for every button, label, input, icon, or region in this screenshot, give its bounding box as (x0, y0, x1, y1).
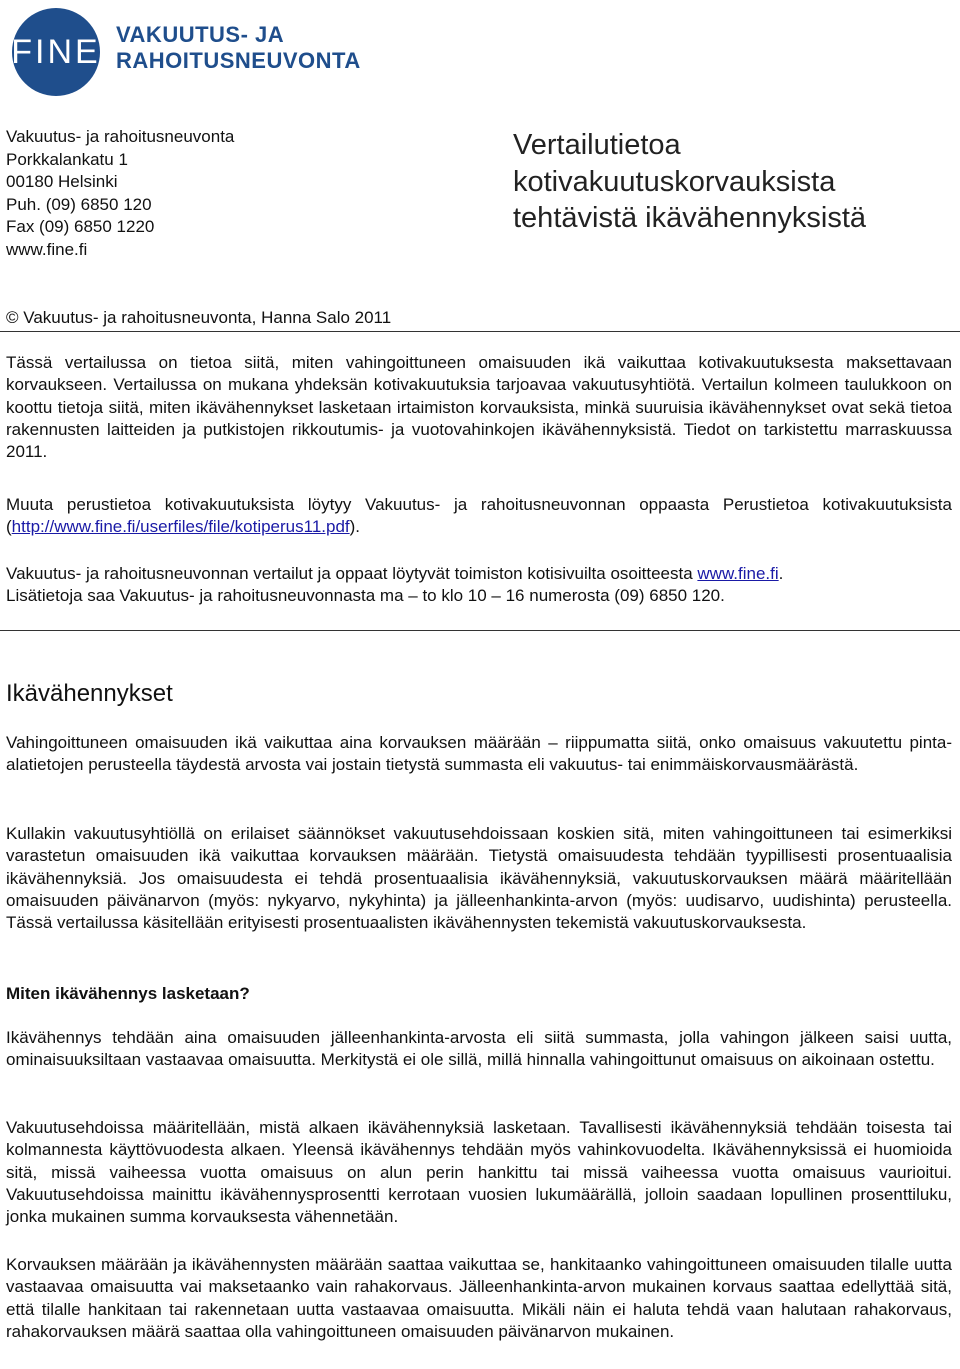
fine-logo (11, 8, 361, 98)
intro-p2-end: ). (349, 517, 361, 537)
address-org: Vakuutus- ja rahoitusneuvonta (6, 127, 235, 146)
intro-p3-text: Vakuutus- ja rahoitusneuvonnan vertailut ja oppaat löytyvät toimiston kotisivuilta osoitteesta (6, 564, 698, 583)
address-web: www.fine.fi (6, 239, 88, 259)
contact-address (6, 126, 234, 261)
address-city: 00180 Helsinki (6, 172, 118, 191)
intro-paragraph-3 (6, 563, 952, 608)
fine-logo-mark: FINE (12, 8, 100, 96)
subsection-heading: Miten ikävähennys lasketaan? (6, 984, 250, 1003)
divider-top (0, 331, 960, 332)
document-title (513, 127, 866, 237)
address-street: Porkkalankatu 1 (6, 149, 128, 169)
section-paragraph-5: Korvauksen määrään ja ikävähennysten määrään saattaa vaikuttaa se, hankitaanko vahingoittuneen omaisuuden tilalle uutta vastaavaa omaisuutta vai maksetaanko vain rahakorvaus. Jälleenhankinta-arvon mukainen korvaus saattaa edellyttää sitä, että tilalle hankitaan tai rakennetaan uutta vastaavaa omaisuutta. Mikäli näin ei haluta tehdä vaan halutaan rahakorvaus, rahakorvauksen määrä saattaa olla vahingoittuneen omaisuuden päivänarvon mukainen. (6, 1255, 952, 1341)
section-paragraph-1: Vahingoittuneen omaisuuden ikä vaikuttaa aina korvauksen määrään – riippumatta siitä, onko omaisuus vakuutettu pinta-alatietojen perusteella täydestä arvosta vai jostain tietystä summasta eli vakuutus- tai enimmäiskorvausmäärästä. (6, 733, 952, 775)
title-line-2: kotivakuutuskorvauksista (513, 165, 836, 198)
section-paragraph-3: Ikävähennys tehdään aina omaisuuden jälleenhankinta-arvosta eli siitä summasta, jolla vahingon jälkeen saisi uutta, ominaisuuksiltaan vastaavaa omaisuutta. Merkitystä ei ole sillä, millä hinnalla vahingoittunut omaisuus on aikoinaan ostettu. (6, 1028, 952, 1070)
logo-line-1: VAKUUTUS- JA (116, 22, 285, 47)
title-line-3: tehtävistä ikävähennyksistä (513, 202, 867, 234)
fine-logo-wordmark (116, 22, 361, 74)
address-phone: Puh. (09) 6850 120 (6, 194, 152, 214)
intro-p3-contact: Lisätietoja saa Vakuutus- ja rahoitusneuvonnasta ma – to klo 10 – 16 numerosta (09) 6850 120. (6, 586, 725, 606)
intro-p3-end: . (778, 564, 784, 583)
section-paragraph-4: Vakuutusehdoissa määritellään, mistä alkaen ikävähennyksiä lasketaan. Tavallisesti ikävähennyksiä tehdään toisesta tai kolmannesta käyttövuodesta alkaen. Yleensä ikävähennys tehdään myös vahinkovuodelta. Ikävähennyksissä ei huomioida sitä, missä vaiheessa vuotta omaisuus on alun perin hankittu tai missä vaiheessa vuotta omaisuus vaurioitui. Vakuutusehdoissa mainittu ikävähennysprosentti kerrotaan vuosien lukumäärällä, jolloin saadaan lopullinen prosenttiluku, jonka mukainen summa korvauksesta vähennetään. (6, 1118, 952, 1227)
intro-paragraph-2 (6, 494, 952, 539)
fine-website-link[interactable]: www.fine.fi (697, 564, 779, 583)
intro-paragraph-1: Tässä vertailussa on tietoa siitä, miten vahingoittuneen omaisuuden ikä vaikuttaa kotivakuutuksesta maksettavaan korvaukseen. Vertailussa on mukana yhdeksän kotivakuutuksia tarjoavaa vakuutusyhtiötä. Vertailun kolmeen taulukkoon on koottu tietoja siitä, miten ikävähennykset lasketaan irtaimiston korvauksista, minkä suuruisia ikävähennykset ovat sekä tietoa rakennusten laitteiden ja putkistojen rikkoutumis- ja vuotovahinkojen ikävähennyksistä. Tiedot on tarkistettu marraskuussa 2011. (6, 353, 952, 462)
section-paragraph-2: Kullakin vakuutusyhtiöllä on erilaiset säännökset vakuutusehdoissaan koskien sitä, miten vahingoittuneen tai esimerkiksi varastetun omaisuuden ikä vaikuttaa korvauksen määrään. Tietystä omaisuudesta tehdään tyypillisesti prosentuaalisia ikävähennyksiä. Jos omaisuudesta ei tehdä prosentuaalisia ikävähennyksiä, vakuutuskorvauksen määrä määritellään omaisuuden päivänarvon (myös: nykyarvo, nykyhinta) ja jälleenhankinta-arvon (myös: uudisarvo, uudishinta) perusteella. Tässä vertailussa käsitellään erityisesti prosentuaalisten ikävähennysten tekemistä vakuutuskorvauksesta. (6, 824, 952, 933)
intro-p2-text: Muuta perustietoa kotivakuutuksista löytyy Vakuutus- ja rahoitusneuvonnan oppaasta Perustietoa kotivakuutuksista ( (6, 495, 952, 537)
divider-bottom (0, 630, 960, 631)
copyright-notice: © Vakuutus- ja rahoitusneuvonta, Hanna Salo 2011 (6, 308, 392, 327)
guide-pdf-link[interactable]: http://www.fine.fi/userfiles/file/kotiperus11.pdf (11, 517, 350, 537)
title-line-1: Vertailutietoa (513, 129, 681, 161)
section-heading: Ikävähennykset (6, 680, 173, 707)
address-fax: Fax (09) 6850 1220 (6, 217, 155, 236)
logo-line-2: RAHOITUSNEUVONTA (116, 48, 361, 73)
